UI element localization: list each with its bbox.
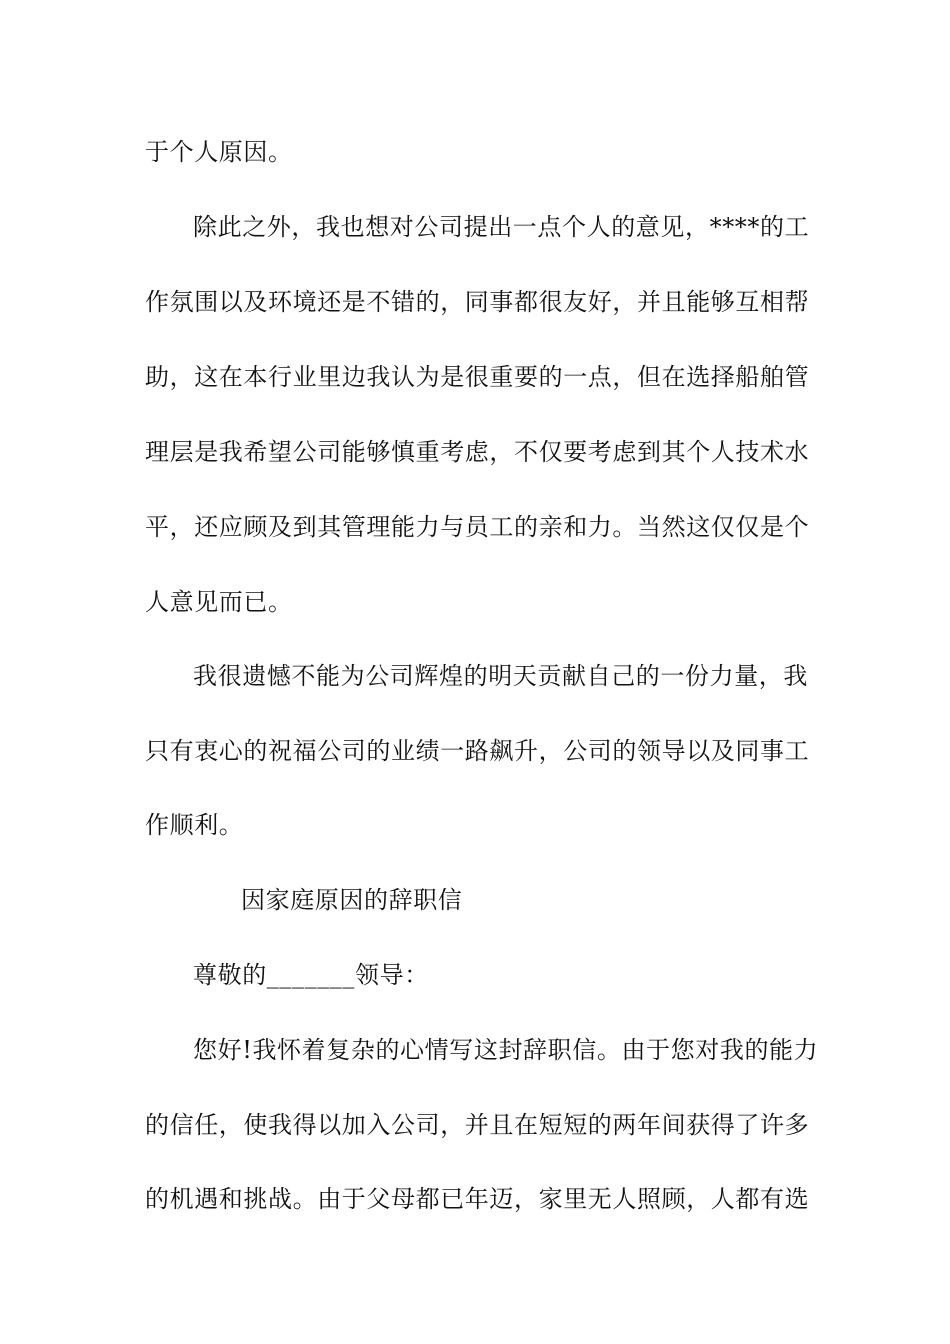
body-text-line: 平，还应顾及到其管理能力与员工的亲和力。当然这仅仅是个 (145, 513, 810, 541)
body-text-line: 的信任，使我得以加入公司，并且在短短的两年间获得了许多 (145, 1111, 810, 1139)
paragraph-start-line: 除此之外，我也想对公司提出一点个人的意见，****的工 (193, 213, 810, 241)
body-text-line: 助，这在本行业里边我认为是很重要的一点，但在选择船舶管 (145, 363, 810, 391)
paragraph-start-line: 我很遗憾不能为公司辉煌的明天贡献自己的一份力量，我 (193, 662, 808, 690)
body-text-line: 只有衷心的祝福公司的业绩一路飙升，公司的领导以及同事工 (145, 737, 810, 765)
salutation-line: 尊敬的_______领导： (193, 961, 429, 989)
body-text-line: 理层是我希望公司能够慎重考虑，不仅要考虑到其个人技术水 (145, 438, 810, 466)
body-text-line: 于个人原因。 (145, 138, 293, 166)
body-text-line: 的机遇和挑战。由于父母都已年迈，家里无人照顾，人都有选 (145, 1185, 810, 1213)
body-text-line: 作氛围以及环境还是不错的，同事都很友好，并且能够互相帮 (145, 288, 810, 316)
body-text-line: 人意见而已。 (145, 588, 293, 616)
letter-title: 因家庭原因的辞职信 (241, 886, 463, 914)
paragraph-start-line: 您好!我怀着复杂的心情写这封辞职信。由于您对我的能力 (193, 1036, 819, 1064)
body-text-line: 作顺利。 (145, 811, 244, 839)
